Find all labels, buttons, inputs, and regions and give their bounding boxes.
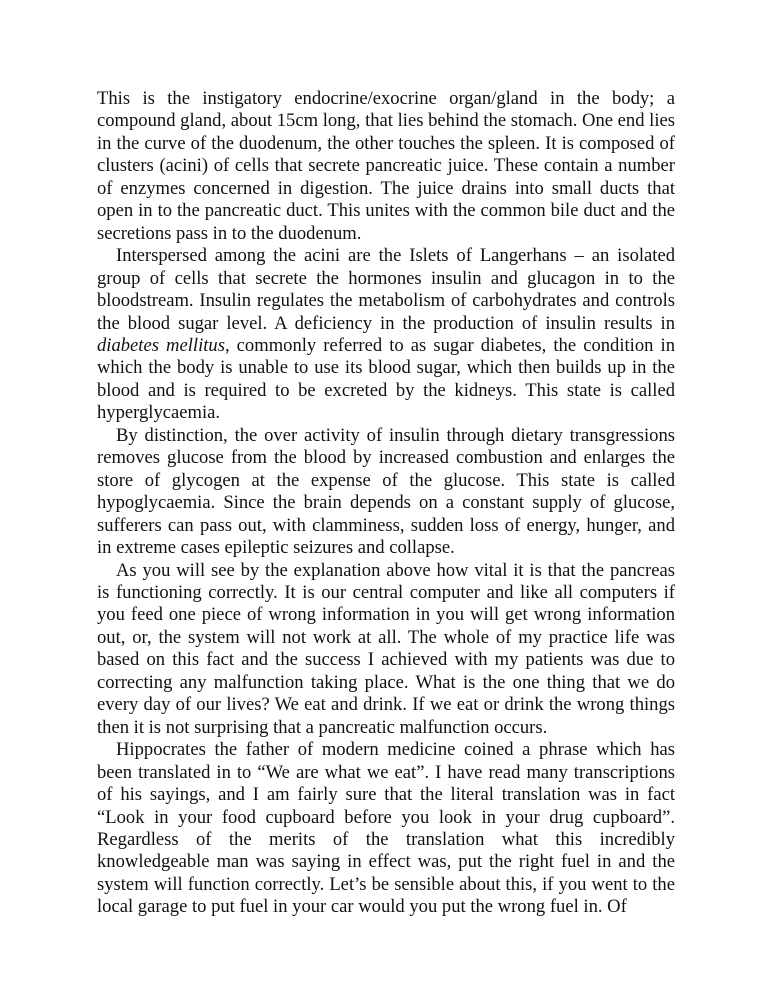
italic-term: diabetes mellitus	[97, 334, 225, 356]
paragraph-central-computer	[97, 560, 675, 740]
paragraph-text: , commonly referred to as sugar diabetes, the condition in which the body is unable to use its blood sugar, which then builds up in the blood and is required to be excreted by the kidneys. This state is called hyperglycaemia.	[97, 334, 675, 424]
paragraph-pancreas-anatomy	[97, 88, 675, 245]
paragraph-text: By distinction, the over activity of insulin through dietary transgressions removes glucose from the blood by increased combustion and enlarges the store of glycogen at the expense of the glucose. This state is called hypoglycaemia. Since the brain depends on a constant supply of glucose, sufferers can pass out, with clamminess, sudden loss of energy, hunger, and in extreme cases epileptic seizures and collapse.	[97, 424, 675, 559]
paragraph-text: Hippocrates the father of modern medicine coined a phrase which has been translated in to “We are what we eat”. I have read many transcriptions of his sayings, and I am fairly sure that the literal translation was in fact “Look in your food cupboard before you look in your drug cupboard”. Regardless of the merits of the translation what this incredibly knowledgeable man was saying in effect was, put the right fuel in and the system will function correctly. Let’s be sensible about this, if you went to the local garage to put fuel in your car would you put the wrong fuel in. Of	[97, 739, 675, 918]
paragraph-hippocrates	[97, 739, 675, 919]
paragraph-hypoglycaemia	[97, 425, 675, 560]
paragraph-text: As you will see by the explanation above how vital it is that the pancreas is functioning correctly. It is our central computer and like all computers if you feed one piece of wrong information in you will get wrong information out, or, the system will not work at all. The whole of my practice life was based on this fact and the success I achieved with my patients was due to correcting any malfunction taking place. What is the one thing that we do every day of our lives? We eat and drink. If we eat or drink the wrong things then it is not surprising that a pancreatic malfunction occurs.	[97, 559, 675, 738]
paragraph-text: Interspersed among the acini are the Islets of Langerhans – an isolated group of cells that secrete the hormones insulin and glucagon in to the bloodstream. Insulin regulates the metabolism of carbohydrates and controls the blood sugar level. A deficiency in the production of insulin results in	[97, 245, 675, 334]
paragraph-text: This is the instigatory endocrine/exocrine organ/gland in the body; a compound gland, about 15cm long, that lies behind the stomach. One end lies in the curve of the duodenum, the other touches the spleen. It is composed of clusters (acini) of cells that secrete pancreatic juice. These contain a number of enzymes concerned in digestion. The juice drains into small ducts that open in to the pancreatic duct. This unites with the common bile duct and the secretions pass in to the duodenum.	[97, 88, 675, 244]
document-page	[97, 88, 675, 919]
paragraph-islets-of-langerhans	[97, 245, 675, 425]
